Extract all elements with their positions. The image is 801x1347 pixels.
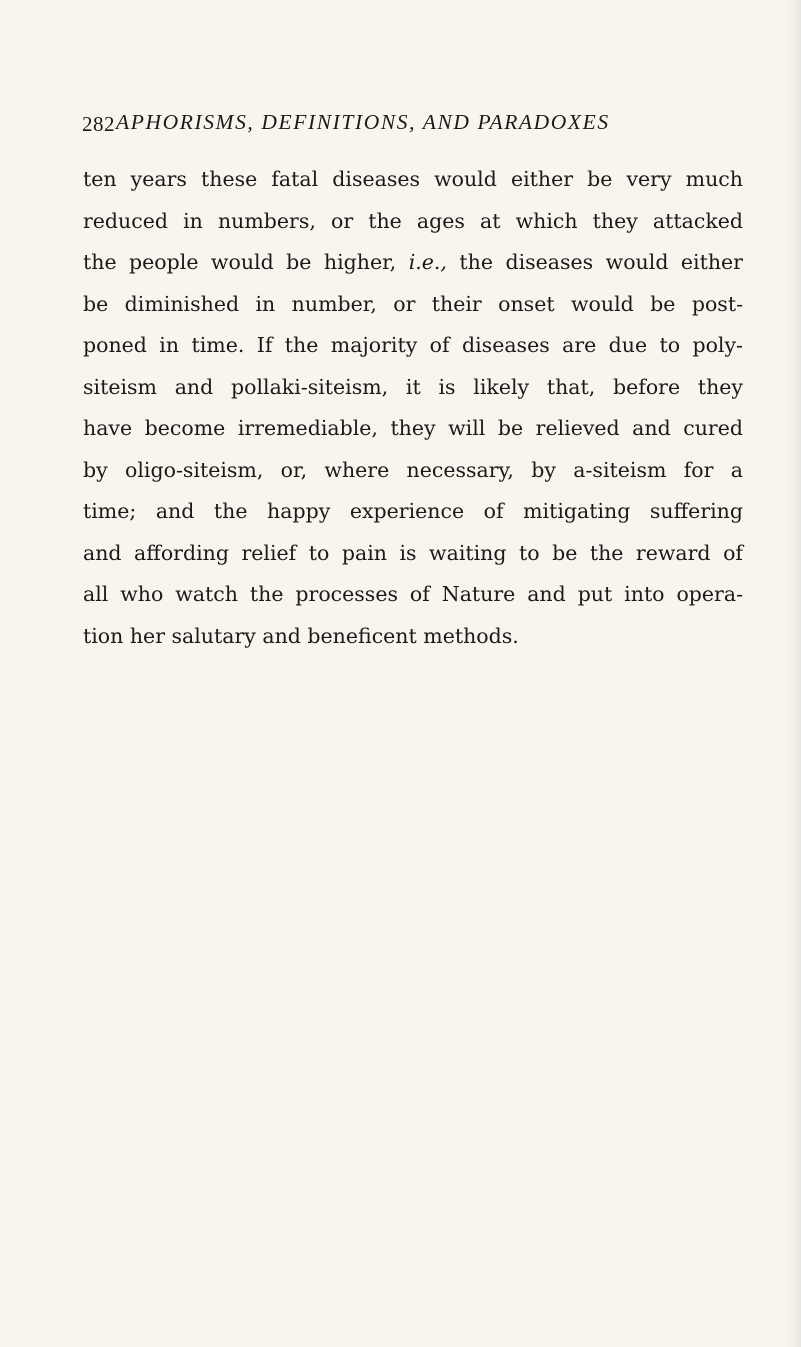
text-line: tion her salutary and beneficent methods.	[83, 623, 519, 648]
text-line: by oligo-siteism, or, where necessary, by a-siteism for a	[83, 457, 743, 482]
text-line: siteism and pollaki-siteism, it is likely that, before they	[83, 374, 743, 399]
running-title: APHORISMS, DEFINITIONS, AND PARADOXES	[116, 110, 610, 134]
text-segment: the diseases would either	[459, 250, 743, 274]
text-line: all who watch the processes of Nature and put into opera-	[83, 582, 743, 606]
page-edge-shadow	[787, 0, 801, 1347]
text-line: reduced in numbers, or the ages at which they attacked	[83, 208, 743, 233]
text-segment: the people would be higher,	[83, 250, 397, 274]
running-head	[82, 108, 742, 144]
text-line: have become irremediable, they will be relieved and cured	[83, 416, 743, 440]
text-line	[83, 242, 743, 284]
text-line: poned in time. If the majority of diseases are due to poly-	[83, 333, 743, 357]
page-number: 282	[82, 112, 115, 136]
body-paragraph	[83, 159, 743, 657]
text-line: be diminished in number, or their onset would be post-	[83, 291, 743, 316]
text-line: time; and the happy experience of mitigating suffering	[83, 499, 743, 523]
italic-abbreviation: i.e.,	[408, 250, 447, 274]
text-line: ten years these fatal diseases would either be very much	[83, 167, 743, 191]
text-line: and affording relief to pain is waiting to be the reward of	[83, 540, 743, 565]
